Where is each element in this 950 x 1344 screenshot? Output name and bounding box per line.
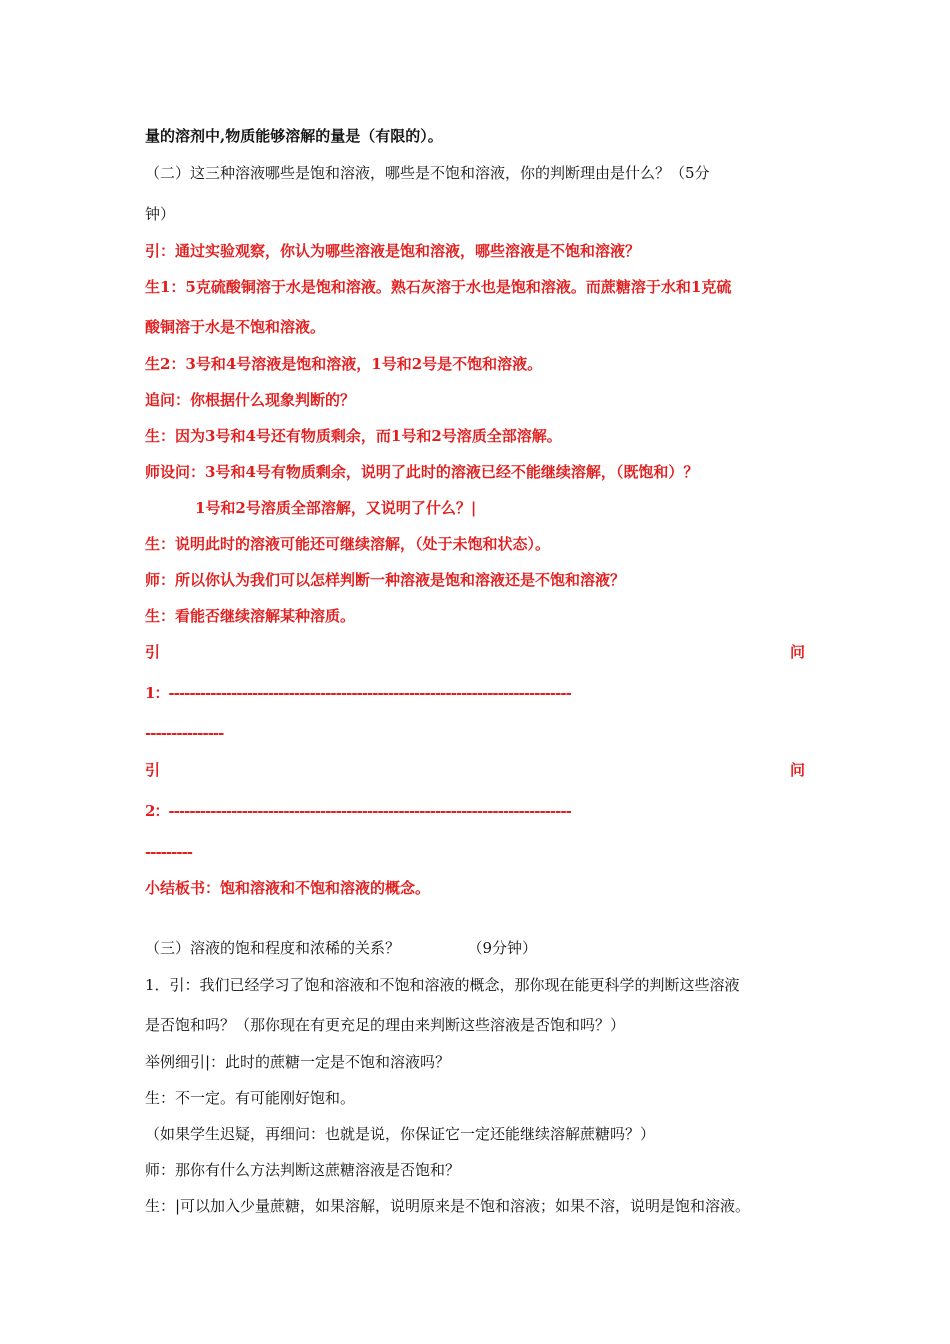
line-07: 生2：3号和4号溶液是饱和溶液，1号和2号是不饱和溶液。 (145, 355, 543, 373)
line-01: 量的溶剂中,物质能够溶解的量是（有限的）。 (145, 127, 443, 145)
line-25: 举例细引|：此时的蔗糖一定是不饱和溶液吗？ (145, 1053, 451, 1071)
line-16: 1：----------------------------------------------------------------------------- (145, 684, 571, 702)
line-26: 生：不一定。有可能刚好饱和。 (145, 1089, 356, 1107)
line-04: 引：通过实验观察，你认为哪些溶液是饱和溶液，哪些溶液是不饱和溶液？ (145, 242, 641, 260)
line-12: 生：说明此时的溶液可能还可继续溶解，（处于未饱和状态）。 (145, 535, 551, 553)
line-19: 2：----------------------------------------------------------------------------- (145, 802, 571, 820)
line-27: （如果学生迟疑，再细问：也就是说，你保证它一定还能继续溶解蔗糖吗？） (145, 1125, 656, 1143)
line-10: 师设问：3号和4号有物质剩余，说明了此时的溶液已经不能继续溶解，（既饱和）？ (145, 463, 699, 481)
line-18 (145, 760, 805, 780)
line-15-left: 引 (145, 643, 161, 661)
line-23: 1．引：我们已经学习了饱和溶液和不饱和溶液的概念，那你现在能更科学的判断这些溶液 (145, 976, 740, 994)
line-22: （三）溶液的饱和程度和浓稀的关系？ （9分钟） (145, 939, 538, 957)
line-20: --------- (145, 843, 193, 861)
line-14: 生：看能否继续溶解某种溶质。 (145, 607, 356, 625)
line-05: 生1：5克硫酸铜溶于水是饱和溶液。熟石灰溶于水也是饱和溶液。而蔗糖溶于水和1克硫 (145, 278, 732, 296)
line-17: --------------- (145, 724, 224, 742)
line-08: 追问：你根据什么现象判断的？ (145, 391, 356, 409)
line-21: 小结板书：饱和溶液和不饱和溶液的概念。 (145, 879, 431, 897)
line-13: 师：所以你认为我们可以怎样判断一种溶液是饱和溶液还是不饱和溶液？ (145, 571, 626, 589)
line-18-left: 引 (145, 761, 161, 779)
line-29: 生：|可以加入少量蔗糖，如果溶解，说明原来是不饱和溶液；如果不溶，说明是饱和溶液。 (145, 1197, 751, 1215)
line-28: 师：那你有什么方法判断这蔗糖溶液是否饱和？ (145, 1161, 461, 1179)
line-02: （二）这三种溶液哪些是饱和溶液，哪些是不饱和溶液，你的判断理由是什么？（5分 (145, 164, 710, 182)
line-11: 1号和2号溶质全部溶解，又说明了什么？| (195, 499, 477, 517)
line-15 (145, 642, 805, 662)
line-18-right: 问 (789, 761, 805, 779)
line-06: 酸铜溶于水是不饱和溶液。 (145, 318, 326, 336)
line-09: 生：因为3号和4号还有物质剩余，而1号和2号溶质全部溶解。 (145, 427, 562, 445)
line-24: 是否饱和吗？（那你现在有更充足的理由来判断这些溶液是否饱和吗？） (145, 1016, 626, 1034)
line-03: 钟） (145, 205, 176, 223)
line-15-right: 问 (789, 643, 805, 661)
